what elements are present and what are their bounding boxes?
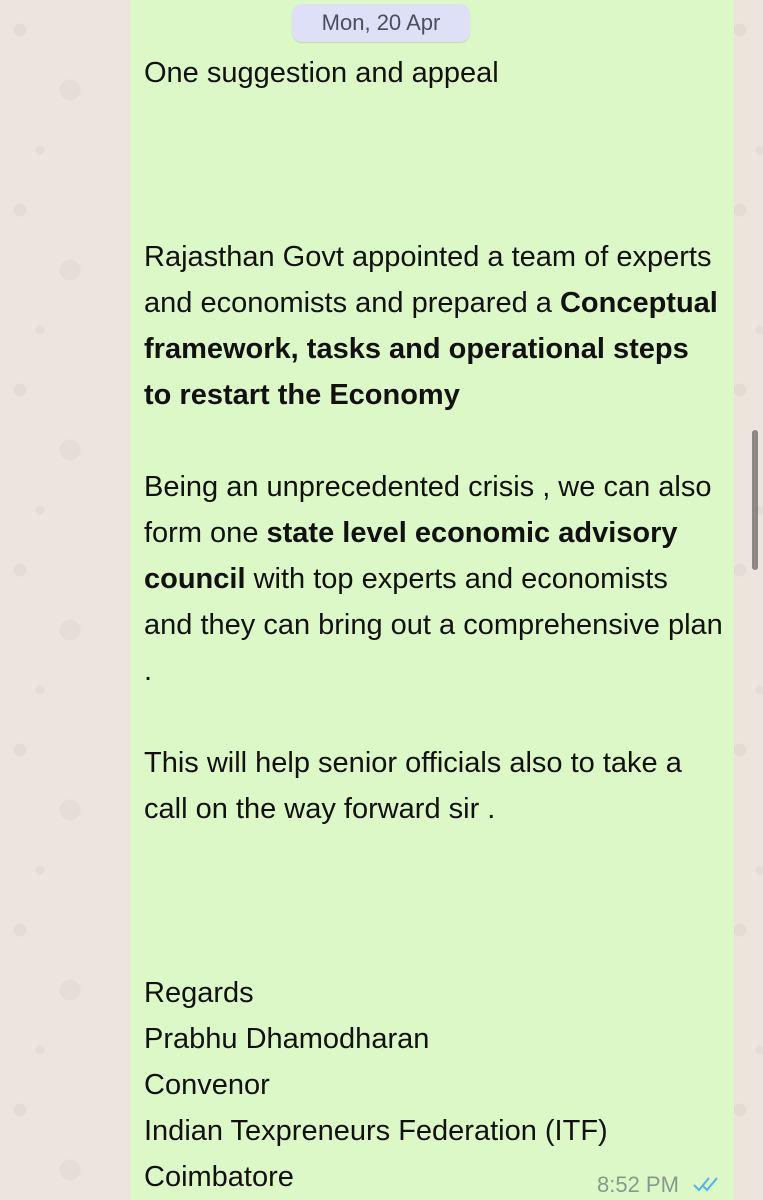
blank-line [144,878,724,924]
scrollbar-thumb[interactable] [752,430,758,570]
double-check-icon [692,1172,722,1196]
paragraph-text: Rajasthan Govt appointed a team of experts and economists and prepared a [144,241,712,319]
blank-line [144,924,724,970]
message-paragraph: This will help senior officials also to take a call on the way forward sir . [144,747,682,825]
message-text [144,50,724,1200]
message-timestamp: 8:52 PM [597,1172,679,1197]
paragraph-text: Being an unprecedented crisis , we can also form one [144,471,712,549]
blank-line [144,188,724,234]
chat-wallpaper-left [0,0,130,1200]
signature-line: Convenor [144,1069,270,1101]
blank-line [144,96,724,142]
message-paragraph [144,234,724,418]
message-paragraph [144,464,724,694]
blank-line [144,694,724,740]
blank-line [144,142,724,188]
message-line: One suggestion and appeal [144,57,499,89]
bold-text: state level economic advisory council [144,517,678,595]
signature-line: Indian Texpreneurs Federation (ITF) [144,1115,608,1147]
signature-line: Coimbatore [144,1161,294,1193]
signature-line: Regards [144,977,254,1009]
blank-line [144,418,724,464]
signature-line: Prabhu Dhamodharan [144,1023,430,1055]
date-chip: Mon, 20 Apr [292,4,470,42]
chat-wallpaper-right [734,0,763,1200]
bold-text: Conceptual framework, tasks and operational steps to restart the Economy [144,287,718,411]
paragraph-text: with top experts and economists and they can bring out a comprehensive plan . [144,563,723,687]
blank-line [144,832,724,878]
